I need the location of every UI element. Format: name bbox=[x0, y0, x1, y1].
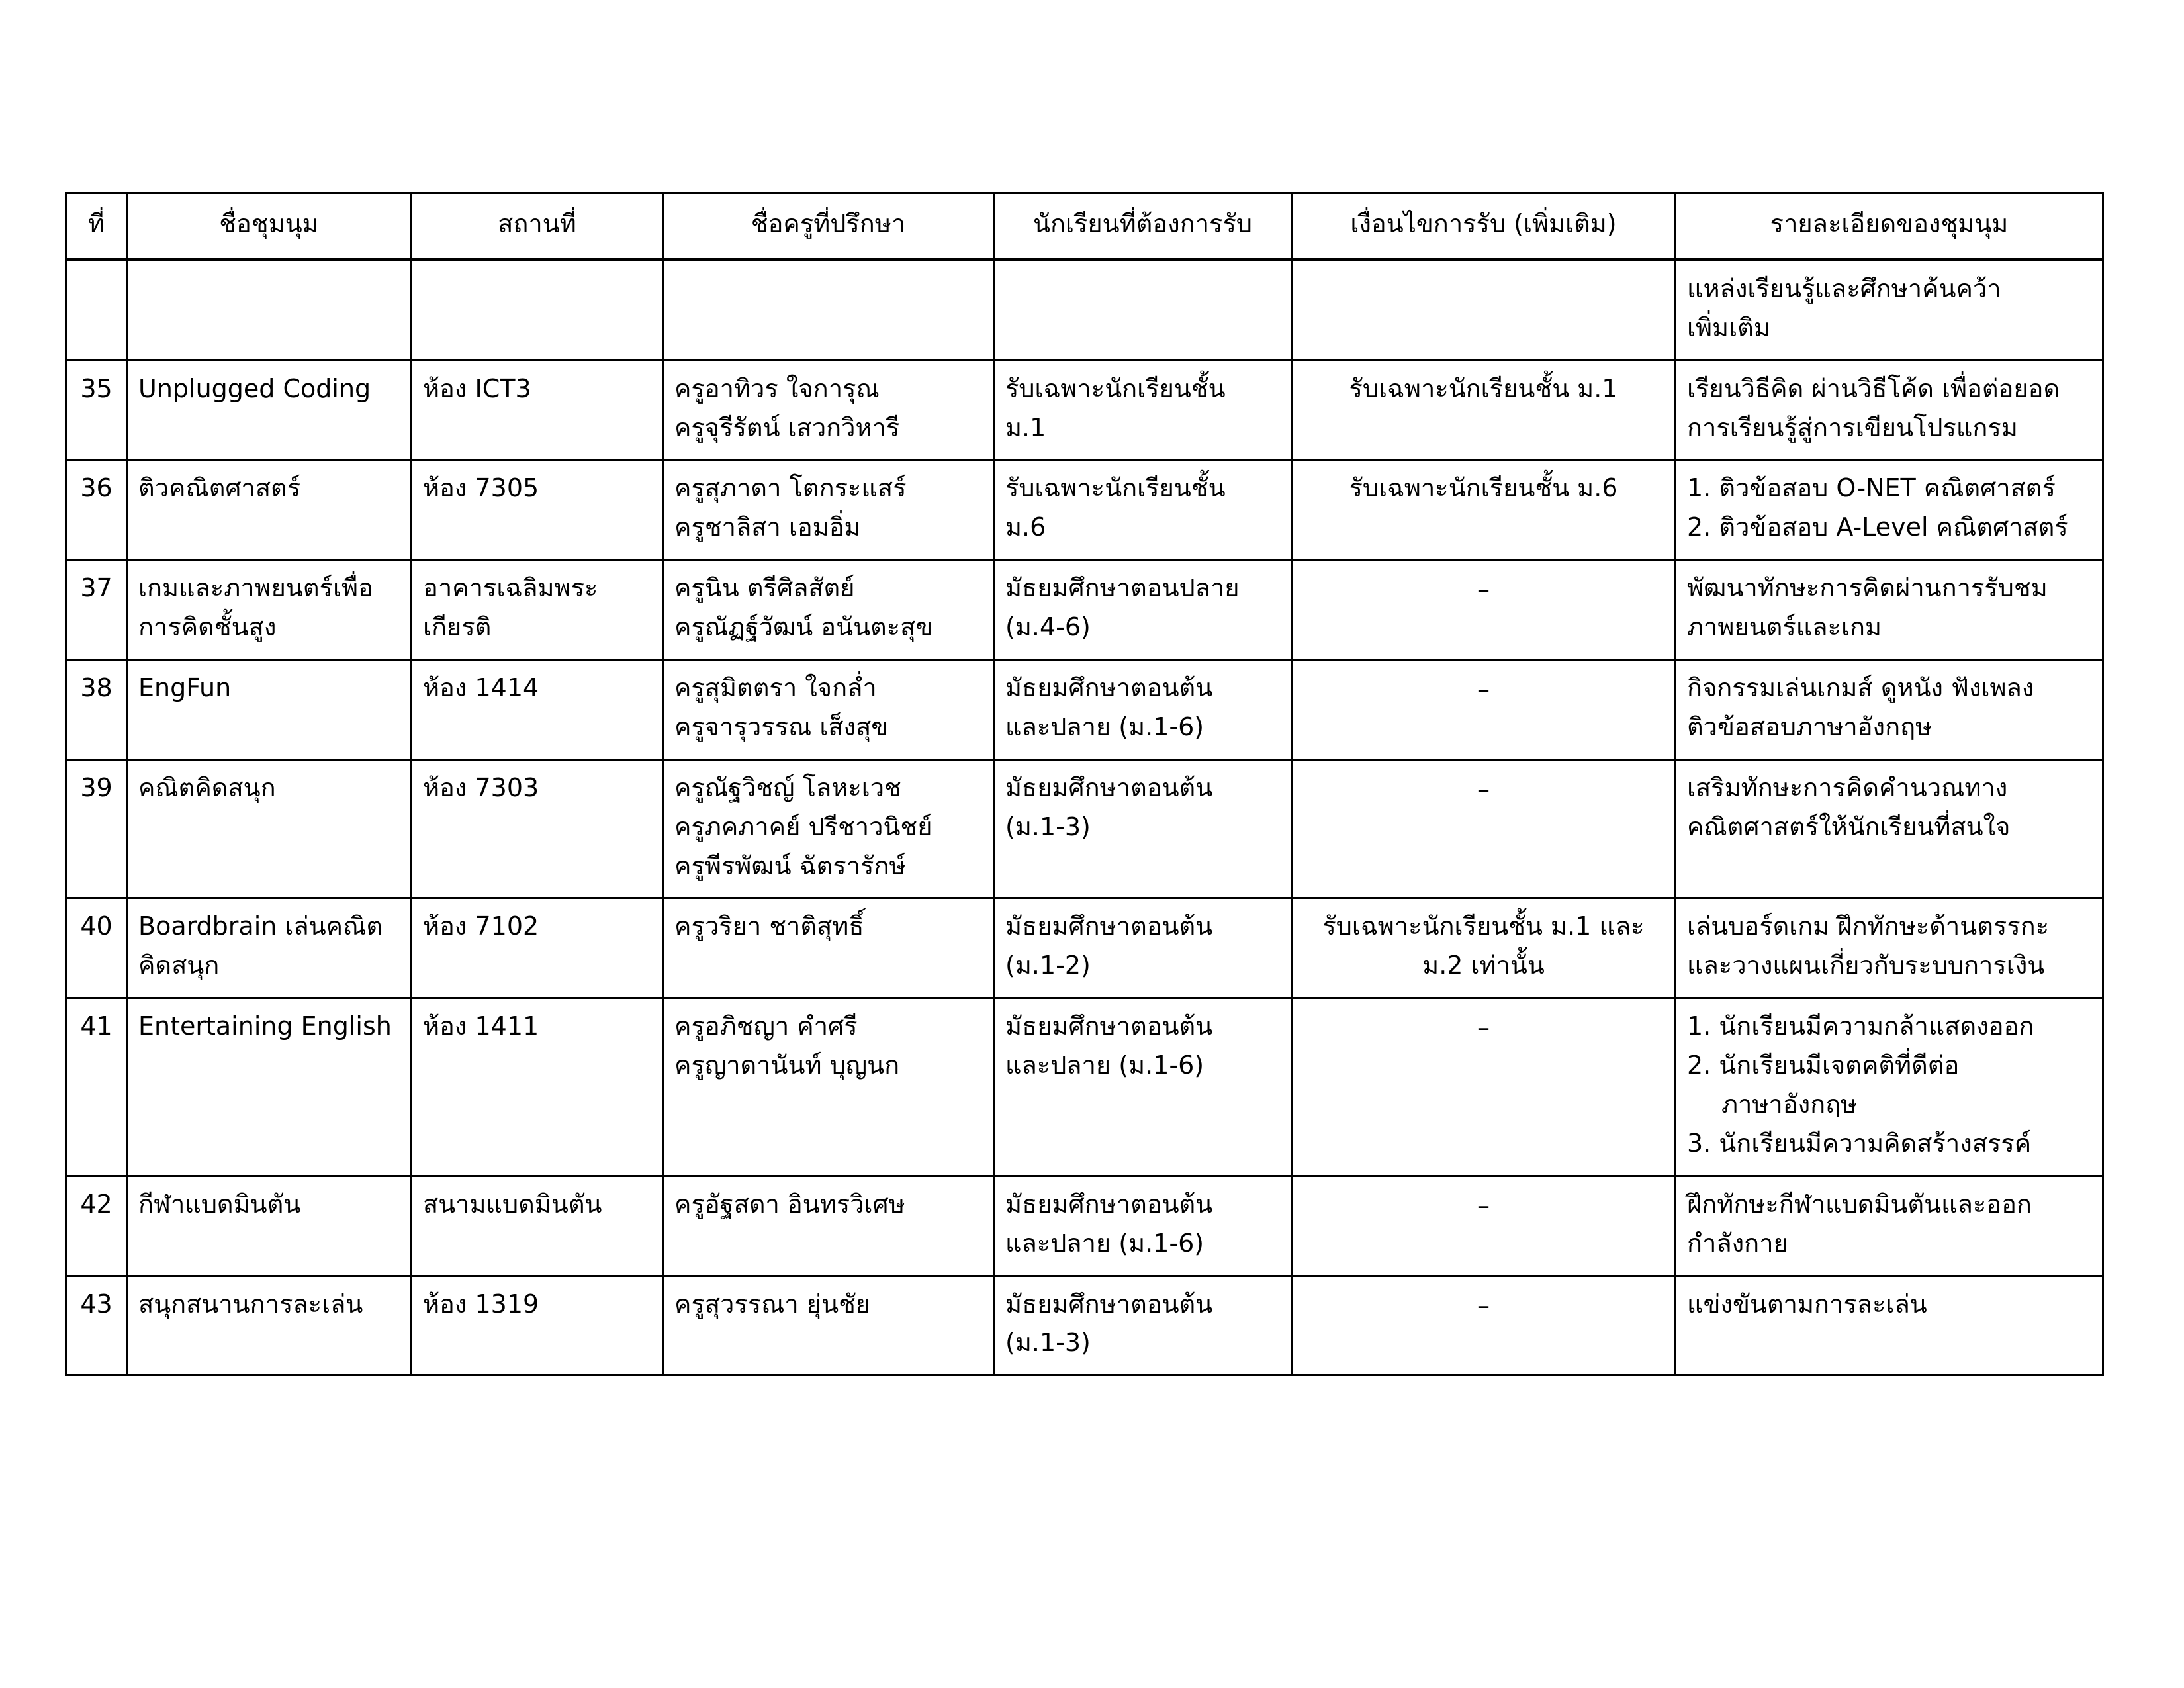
cell-line: รับเฉพาะนักเรียนชั้น ม.1 และ bbox=[1322, 912, 1645, 941]
cell-line: สนุกสนานการละเล่น bbox=[138, 1289, 363, 1319]
cell-line: ห้อง 7303 bbox=[423, 773, 539, 802]
cell-line: เล่นบอร์ดเกม ฝึกทักษะด้านตรรกะ bbox=[1687, 912, 2050, 941]
cell-details bbox=[1676, 759, 2103, 898]
cell-line: รับเฉพาะนักเรียนชั้น bbox=[1005, 373, 1226, 403]
cell-students bbox=[994, 898, 1292, 998]
cell-conditions bbox=[1292, 259, 1676, 360]
cell-line: (ม.1-2) bbox=[1005, 951, 1091, 980]
cell-line: ห้อง ICT3 bbox=[423, 373, 531, 403]
cell-line: 1. ติวข้อสอบ O-NET คณิตศาสตร์ bbox=[1687, 473, 2056, 503]
cell-line: เพิ่มเติม bbox=[1687, 312, 1770, 342]
table-row bbox=[66, 560, 2103, 660]
column-header-conditions: เงื่อนไขการรับ (เพิ่มเติม) bbox=[1292, 193, 1676, 260]
cell-line: ครูญาดานันท์ บุญนก bbox=[674, 1051, 900, 1080]
cell-students bbox=[994, 759, 1292, 898]
cell-no: 39 bbox=[66, 759, 127, 898]
cell-line: คณิตศาสตร์ให้นักเรียนที่สนใจ bbox=[1687, 812, 2011, 841]
cell-place bbox=[412, 1176, 663, 1276]
cell-line: ภาพยนตร์และเกม bbox=[1687, 612, 1882, 642]
cell-conditions bbox=[1292, 560, 1676, 660]
cell-details bbox=[1676, 460, 2103, 560]
cell-line: มัธยมศึกษาตอนต้น bbox=[1005, 1189, 1213, 1219]
cell-line: ครูณัฏฐ์วัฒน์ อนันตะสุข bbox=[674, 612, 933, 642]
cell-line: ห้อง 7305 bbox=[423, 473, 539, 503]
cell-students bbox=[994, 460, 1292, 560]
cell-no bbox=[66, 259, 127, 360]
table-row bbox=[66, 259, 2103, 360]
cell-club-name bbox=[127, 660, 412, 760]
cell-line: รับเฉพาะนักเรียนชั้น ม.6 bbox=[1349, 473, 1618, 503]
table-header-row bbox=[66, 193, 2103, 260]
cell-details bbox=[1676, 660, 2103, 760]
cell-place bbox=[412, 560, 663, 660]
cell-club-name bbox=[127, 1276, 412, 1376]
cell-teacher bbox=[663, 560, 994, 660]
cell-line: พัฒนาทักษะการคิดผ่านการรับชม bbox=[1687, 573, 2048, 603]
no-condition-dash: – bbox=[1477, 1190, 1490, 1220]
cell-line: ห้อง 7102 bbox=[423, 912, 539, 941]
cell-teacher bbox=[663, 759, 994, 898]
cell-line: ครูจุรีรัตน์ เสวกวิหารี bbox=[674, 412, 900, 442]
cell-line: แข่งขันตามการละเล่น bbox=[1687, 1289, 1927, 1319]
cell-line: และปลาย (ม.1-6) bbox=[1005, 1051, 1205, 1080]
cell-students bbox=[994, 560, 1292, 660]
no-condition-dash: – bbox=[1477, 774, 1490, 804]
cell-no: 43 bbox=[66, 1276, 127, 1376]
table-row bbox=[66, 759, 2103, 898]
cell-students bbox=[994, 998, 1292, 1176]
cell-line: รับเฉพาะนักเรียนชั้น ม.1 bbox=[1349, 373, 1618, 403]
cell-line: ม.1 bbox=[1005, 412, 1046, 442]
cell-line: EngFun bbox=[138, 673, 232, 703]
cell-line: ติวข้อสอบภาษาอังกฤษ bbox=[1687, 712, 1933, 741]
cell-line: ครูสุวรรณา ยุ่นชัย bbox=[674, 1289, 871, 1319]
cell-line: มัธยมศึกษาตอนต้น bbox=[1005, 912, 1213, 941]
table-row bbox=[66, 998, 2103, 1176]
no-condition-dash: – bbox=[1477, 575, 1490, 604]
column-header-no: ที่ bbox=[66, 193, 127, 260]
cell-conditions bbox=[1292, 660, 1676, 760]
cell-line: กีฬาแบดมินตัน bbox=[138, 1189, 301, 1219]
cell-line: การเรียนรู้สู่การเขียนโปรแกรม bbox=[1687, 412, 2018, 442]
cell-no: 42 bbox=[66, 1176, 127, 1276]
cell-teacher bbox=[663, 360, 994, 460]
cell-details bbox=[1676, 898, 2103, 998]
column-header-place: สถานที่ bbox=[412, 193, 663, 260]
table-row bbox=[66, 898, 2103, 998]
cell-conditions bbox=[1292, 1276, 1676, 1376]
cell-line: Unplugged Coding bbox=[138, 373, 371, 403]
cell-place bbox=[412, 998, 663, 1176]
table-row bbox=[66, 460, 2103, 560]
cell-conditions bbox=[1292, 460, 1676, 560]
cell-line: การคิดชั้นสูง bbox=[138, 612, 277, 642]
cell-line: Boardbrain เล่นคณิต bbox=[138, 912, 383, 941]
cell-line: 2. ติวข้อสอบ A-Level คณิตศาสตร์ bbox=[1687, 512, 2068, 542]
cell-no: 41 bbox=[66, 998, 127, 1176]
cell-line: 2. นักเรียนมีเจตคติที่ดีต่อ bbox=[1687, 1051, 1960, 1080]
cell-line: เรียนวิธีคิด ผ่านวิธีโค้ด เพื่อต่อยอด bbox=[1687, 373, 2060, 403]
cell-line: ครูพีรพัฒน์ ฉัตรารักษ์ bbox=[674, 851, 906, 880]
cell-teacher bbox=[663, 460, 994, 560]
table-row bbox=[66, 1176, 2103, 1276]
column-header-details: รายละเอียดของชุมนุม bbox=[1676, 193, 2103, 260]
table-body bbox=[66, 259, 2103, 1375]
cell-club-name bbox=[127, 460, 412, 560]
cell-conditions bbox=[1292, 360, 1676, 460]
cell-details bbox=[1676, 1176, 2103, 1276]
cell-place bbox=[412, 759, 663, 898]
table-row bbox=[66, 360, 2103, 460]
cell-no: 36 bbox=[66, 460, 127, 560]
no-condition-dash: – bbox=[1477, 1013, 1490, 1043]
cell-no: 38 bbox=[66, 660, 127, 760]
table-row bbox=[66, 660, 2103, 760]
column-header-students: นักเรียนที่ต้องการรับ bbox=[994, 193, 1292, 260]
cell-line: คิดสนุก bbox=[138, 951, 220, 980]
cell-conditions bbox=[1292, 898, 1676, 998]
cell-line: เกียรติ bbox=[423, 612, 492, 642]
cell-line: เสริมทักษะการคิดคำนวณทาง bbox=[1687, 773, 2008, 802]
cell-students bbox=[994, 360, 1292, 460]
cell-line: มัธยมศึกษาตอนต้น bbox=[1005, 1289, 1213, 1319]
cell-line: ครูจารุวรรณ เส็งสุข bbox=[674, 712, 889, 741]
table-row bbox=[66, 1276, 2103, 1376]
cell-line: กิจกรรมเล่นเกมส์ ดูหนัง ฟังเพลง bbox=[1687, 673, 2034, 703]
cell-line: และปลาย (ม.1-6) bbox=[1005, 712, 1205, 741]
cell-place bbox=[412, 360, 663, 460]
no-condition-dash: – bbox=[1477, 675, 1490, 704]
cell-line: ครูอัฐสดา อินทรวิเศษ bbox=[674, 1189, 905, 1219]
cell-conditions bbox=[1292, 998, 1676, 1176]
cell-line: ม.6 bbox=[1005, 512, 1046, 542]
cell-line: ครูภคภาคย์ ปรีชาวนิชย์ bbox=[674, 812, 933, 841]
cell-teacher bbox=[663, 259, 994, 360]
cell-place bbox=[412, 1276, 663, 1376]
cell-line: ห้อง 1411 bbox=[423, 1011, 539, 1041]
club-activities-table bbox=[65, 192, 2104, 1376]
cell-line: สนามแบดมินตัน bbox=[423, 1189, 602, 1219]
cell-line: และวางแผนเกี่ยวกับระบบการเงิน bbox=[1687, 951, 2045, 980]
cell-no: 35 bbox=[66, 360, 127, 460]
cell-line: มัธยมศึกษาตอนต้น bbox=[1005, 773, 1213, 802]
cell-line: 3. นักเรียนมีความคิดสร้างสรรค์ bbox=[1687, 1128, 2032, 1158]
cell-club-name bbox=[127, 360, 412, 460]
table-header bbox=[66, 193, 2103, 260]
cell-club-name bbox=[127, 1176, 412, 1276]
cell-line: แหล่งเรียนรู้และศึกษาค้นคว้า bbox=[1687, 273, 2001, 303]
cell-line: อาคารเฉลิมพระ bbox=[423, 573, 598, 603]
cell-students bbox=[994, 1276, 1292, 1376]
cell-details bbox=[1676, 259, 2103, 360]
cell-students bbox=[994, 660, 1292, 760]
cell-line: มัธยมศึกษาตอนต้น bbox=[1005, 673, 1213, 703]
cell-line: ครูสุมิตตรา ใจกล่ำ bbox=[674, 673, 877, 703]
cell-club-name bbox=[127, 759, 412, 898]
cell-details bbox=[1676, 360, 2103, 460]
club-table-container bbox=[65, 192, 2102, 1376]
cell-line: ครูสุภาดา โตกระแสร์ bbox=[674, 473, 907, 503]
cell-teacher bbox=[663, 998, 994, 1176]
cell-line: (ม.4-6) bbox=[1005, 612, 1091, 642]
cell-line: เกมและภาพยนตร์เพื่อ bbox=[138, 573, 373, 603]
cell-conditions bbox=[1292, 1176, 1676, 1276]
column-header-teacher: ชื่อครูที่ปรึกษา bbox=[663, 193, 994, 260]
column-header-club-name: ชื่อชุมนุม bbox=[127, 193, 412, 260]
cell-line: ห้อง 1319 bbox=[423, 1289, 539, 1319]
cell-line: มัธยมศึกษาตอนต้น bbox=[1005, 1011, 1213, 1041]
no-condition-dash: – bbox=[1477, 1290, 1490, 1320]
cell-line: มัธยมศึกษาตอนปลาย bbox=[1005, 573, 1240, 603]
cell-details bbox=[1676, 560, 2103, 660]
cell-line: และปลาย (ม.1-6) bbox=[1005, 1228, 1205, 1258]
cell-conditions bbox=[1292, 759, 1676, 898]
cell-line: ครูวริยา ชาติสุทธิ์ bbox=[674, 912, 864, 941]
cell-line: ฝึกทักษะกีฬาแบดมินตันและออก bbox=[1687, 1189, 2032, 1219]
cell-details bbox=[1676, 1276, 2103, 1376]
cell-no: 40 bbox=[66, 898, 127, 998]
cell-line: ครูชาลิสา เอมอิ่ม bbox=[674, 512, 861, 542]
cell-teacher bbox=[663, 1176, 994, 1276]
cell-line: คณิตคิดสนุก bbox=[138, 773, 276, 802]
cell-line: ครูนิน ตรีศิลสัตย์ bbox=[674, 573, 855, 603]
cell-line: (ม.1-3) bbox=[1005, 812, 1091, 841]
cell-teacher bbox=[663, 898, 994, 998]
cell-place bbox=[412, 259, 663, 360]
cell-line: Entertaining English bbox=[138, 1011, 392, 1041]
cell-line: (ม.1-3) bbox=[1005, 1328, 1091, 1358]
cell-teacher bbox=[663, 1276, 994, 1376]
cell-place bbox=[412, 460, 663, 560]
cell-club-name bbox=[127, 998, 412, 1176]
cell-line: ครูอภิชญา คำศรี bbox=[674, 1011, 858, 1041]
cell-club-name bbox=[127, 259, 412, 360]
cell-line: ติวคณิตศาสตร์ bbox=[138, 473, 301, 503]
cell-line: ภาษาอังกฤษ bbox=[1721, 1090, 1858, 1119]
cell-line: ครูอาทิวร ใจการุณ bbox=[674, 373, 880, 403]
cell-teacher bbox=[663, 660, 994, 760]
cell-club-name bbox=[127, 898, 412, 998]
cell-line: 1. นักเรียนมีความกล้าแสดงออก bbox=[1687, 1011, 2034, 1041]
cell-no: 37 bbox=[66, 560, 127, 660]
cell-students bbox=[994, 1176, 1292, 1276]
cell-line: ครูณัฐวิชญ์ โลหะเวช bbox=[674, 773, 901, 802]
cell-line: กำลังกาย bbox=[1687, 1228, 1788, 1258]
cell-details bbox=[1676, 998, 2103, 1176]
cell-place bbox=[412, 898, 663, 998]
cell-line: ห้อง 1414 bbox=[423, 673, 539, 703]
cell-place bbox=[412, 660, 663, 760]
cell-line: ม.2 เท่านั้น bbox=[1422, 951, 1545, 980]
cell-line: รับเฉพาะนักเรียนชั้น bbox=[1005, 473, 1226, 503]
cell-students bbox=[994, 259, 1292, 360]
cell-club-name bbox=[127, 560, 412, 660]
